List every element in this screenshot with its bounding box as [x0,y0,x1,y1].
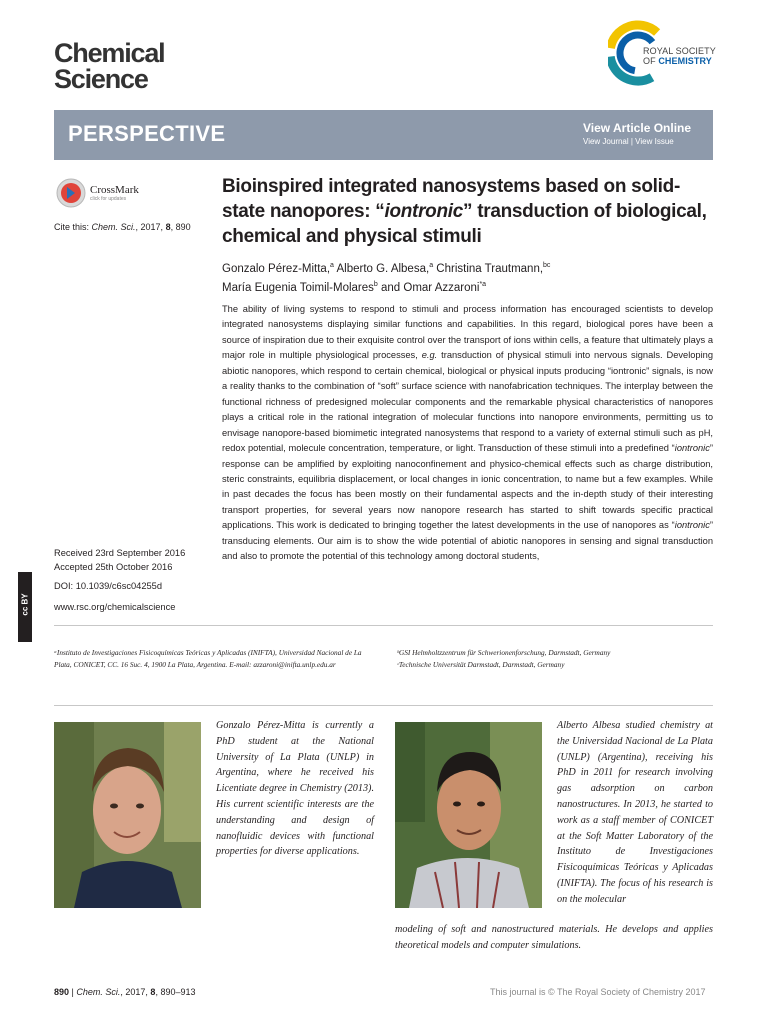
author-list: Gonzalo Pérez-Mitta,$^a$ Alberto G. Albesa,$^a$ Christina Trautmann,$^{bc}$ María Eugenia Toimil-Molares$^b$ and Omar Azzaroni$^{*a}$ [222,262,551,294]
received-date: Received 23rd September 2016 [54,548,186,558]
abstract: The ability of living systems to respond to stimuli and process information has encouraged scientists to develop integrated nanosystems displaying similar functions and capabilities. In this regard, biological pores have been a source of inspiration due to their exquisite control over the transport of ions within cells, a feature that ultimately plays a major role in multiple physiological processes, e.g. transduction of physical stimuli into nervous signals. Developing abiotic nanopores, which respond to certain chemical, biological or physical inputs producing “iontronic” signals, is now a reality thanks to the combination of “soft” surface science with nanofabrication techniques. The interplay between the functional richness of predesigned molecular components and the remarkable physical characteristics of nanopores plays a critical role in the rational integration of molecular functions into nanopore environments, permitting us to envisage nanopore-based biomimetic integrated nanosystems that respond to a variety of external stimuli such as pH, redox potential, molecule concentration, temperature, or light. Transduction of these stimuli into a predefined “iontronic” response can be amplified by exploiting nanoconfinement and physico-chemical effects such as charge distribution, steric constraints, equilibria displacement, or local changes in ionic concentration, to name but a few examples. While in past decades the focus has been mostly on their fundamental aspects and the in-depth study of their interesting transport properties, for several years now nanopore research has started to shift towards specific practical applications. This work is dedicated to bringing together the latest developments in the use of nanopores as “iontronic” transducing elements. Our aim is to show the wide potential of abiotic nanopores in sensing and signal transduction and also to promote the potential of this technology among doctoral students, [222,304,714,562]
article-title: Bioinspired integrated nanosystems based on solid-state nanopores: “iontronic” transduction of biological, chemical and physical stimuli [222,176,707,247]
page-footer-citation: 890 | Chem. Sci., 2017, 8, 890–913 [54,987,196,997]
citation: Cite this: Chem. Sci., 2017, 8, 890 [54,222,191,232]
view-journal-issue-links[interactable]: View Journal | View Issue [583,137,674,146]
author-photo-albesa [395,722,542,908]
crossmark-label[interactable]: CrossMark [90,184,139,196]
divider [54,625,713,626]
publisher-name: ROYAL SOCIETY OF CHEMISTRY [643,46,716,66]
author-bio-albesa-continued: modeling of soft and nanostructured materials. He develops and applies theoretical models and computer simulations. [395,924,713,951]
affiliation-footnote-c: ᶜTechnische Universität Darmstadt, Darmstadt, Germany [397,660,565,669]
author-bio-perez-mitta: Gonzalo Pérez-Mitta is currently a PhD student at the National University of La Plata (UNLP) in Argentina, where he received his Licentiate degree in Chemistry (2013). His current scientific interests are the understanding and design of nanofluidic devices with functional properties for diverse applications. [216,720,374,858]
crossmark-sub[interactable]: click for updates [90,196,127,202]
view-article-online-link[interactable]: View Article Online [583,121,692,135]
journal-title [54,40,164,92]
page-number: 890 [54,987,70,997]
copyright-notice: This journal is © The Royal Society of Chemistry 2017 [490,987,706,997]
affiliation-footnote-b: ᵇGSI Helmholtzzentrum für Schwerionenforschung, Darmstadt, Germany [397,648,611,657]
journal-title-line2: Science [54,64,148,94]
article-dates [54,546,185,574]
journal-url-link[interactable]: www.rsc.org/chemicalscience [54,602,176,612]
affiliation-footnotes-bc [397,647,713,671]
cc-license-badge[interactable]: cc BY [18,572,32,642]
journal-title-line1: Chemical [54,38,165,68]
author-bio-albesa: Alberto Albesa studied chemistry at the Universidad Nacional de La Plata (UNLP) (Argentina), receiving his PhD in 2011 for research involving gas adsorption on carbon nanostructures. In 2013, he started to work as a staff member of CONICET at the Soft Matter Laboratory of the Instituto de Investigaciones Fisicoquímicas Teóricas y Aplicadas (INIFTA). The focus of his research is on the molecular [557,720,713,905]
divider [54,705,713,706]
crossmark-icon[interactable] [55,177,87,209]
doi[interactable]: DOI: 10.1039/c6sc04255d [54,581,163,591]
article-type-label: PERSPECTIVE [68,121,226,146]
author-photo-perez-mitta [54,722,201,908]
affiliation-footnote-a: ᵃInstituto de Investigaciones Fisicoquímicas Teóricas y Aplicadas (INIFTA), Universidad Nacional de La Plata, CONICET, CC. 16 Suc. 4, 1900 La Plata, Argentina. E-mail: azzaroni@inifta.unlp.edu.ar [54,648,362,669]
accepted-date: Accepted 25th October 2016 [54,562,173,572]
